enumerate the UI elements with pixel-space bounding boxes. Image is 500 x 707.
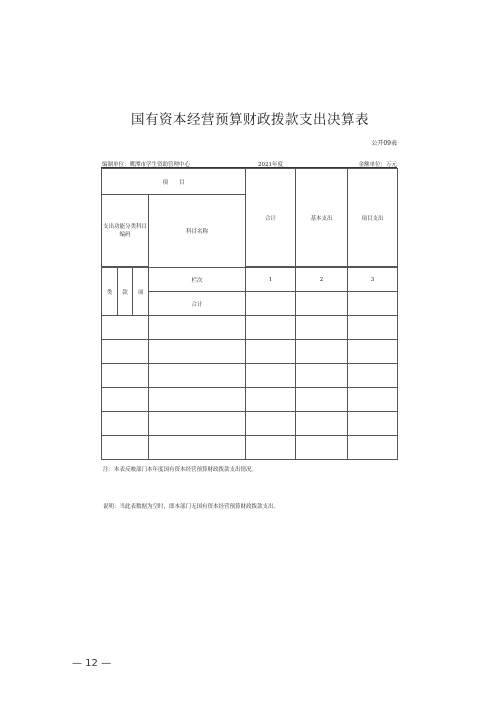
table-row xyxy=(102,316,398,340)
header-subject-name: 科目名称 xyxy=(149,195,246,268)
column-number-1: 1 xyxy=(246,268,296,292)
code-section: 款 xyxy=(118,268,133,316)
total-cell xyxy=(296,292,348,316)
code-class: 类 xyxy=(102,268,118,316)
total-cell xyxy=(246,292,296,316)
code-item: 项 xyxy=(133,268,149,316)
table-row xyxy=(102,340,398,364)
table-row xyxy=(102,412,398,436)
row-label-column: 栏次 xyxy=(149,268,246,292)
header-project: 项 目 xyxy=(102,169,246,195)
total-cell xyxy=(348,292,398,316)
table-row xyxy=(102,364,398,388)
form-code: 公开09表 xyxy=(371,140,397,147)
budget-table xyxy=(101,168,398,460)
table-row xyxy=(102,388,398,412)
amount-unit: 金额单位：万元 xyxy=(358,162,397,168)
header-function-code: 支出功能分类科目编码 xyxy=(102,195,149,267)
column-number-3: 3 xyxy=(348,268,398,292)
fiscal-year: 2021年度 xyxy=(258,162,283,168)
header-total: 合计 xyxy=(246,169,296,267)
page-title: 国有资本经营预算财政拨款支出决算表 xyxy=(131,112,369,128)
table-note: 注：本表反映部门本年度国有资本经营预算财政拨款支出情况。 xyxy=(103,467,258,473)
table-row xyxy=(102,436,398,460)
table-explanation: 说明：当此表数据为空时，即本部门无国有资本经营预算财政拨款支出。 xyxy=(103,504,280,510)
header-basic-expense: 基本支出 xyxy=(296,169,348,267)
compiling-unit: 编制单位：鹰潭市学生资助管理中心 xyxy=(102,162,191,168)
column-number-2: 2 xyxy=(296,268,348,292)
total-row-label: 合计 xyxy=(149,292,246,316)
header-project-expense: 项目支出 xyxy=(348,169,398,267)
page-number: — 12 — xyxy=(72,658,112,669)
